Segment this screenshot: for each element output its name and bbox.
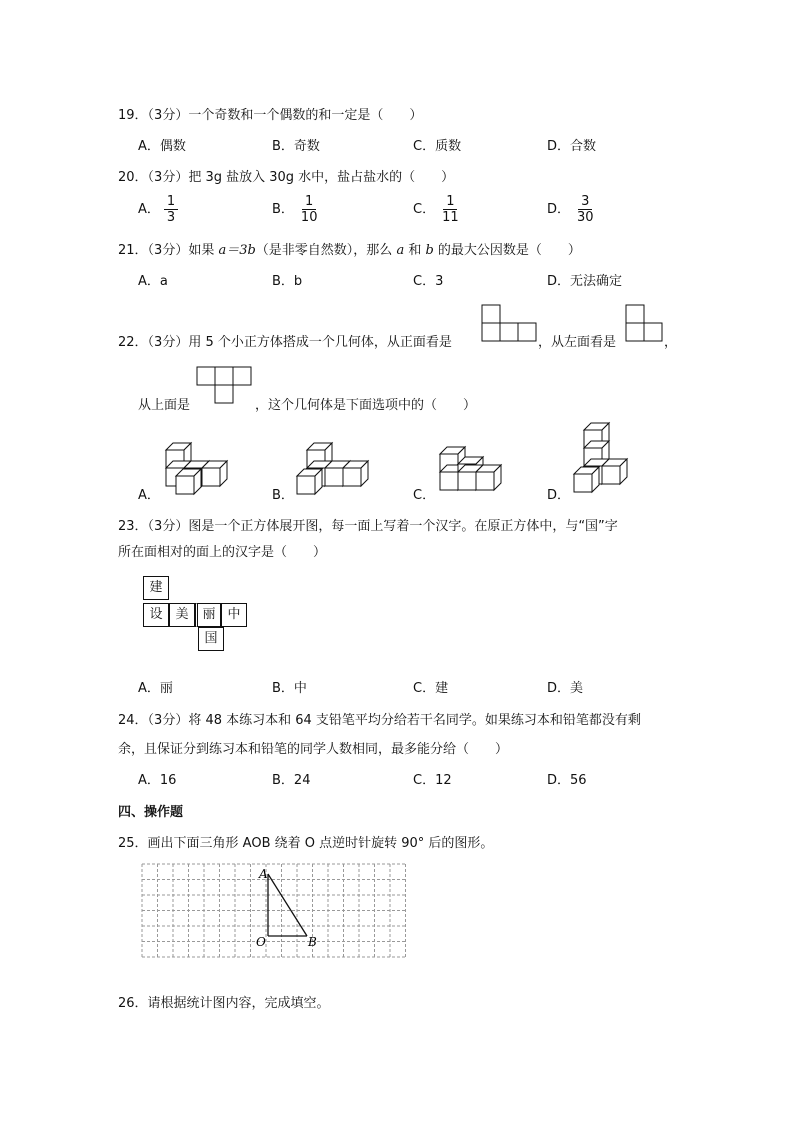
- q22-stem-part3: ，: [664, 335, 678, 350]
- q23-option-a[interactable]: A．丽: [138, 681, 173, 696]
- q22-option-d-figure: [570, 420, 640, 496]
- q20-option-c-letter: C．: [413, 202, 436, 217]
- q25-stem: 25．画出下面三角形 AOB 绕着 O 点逆时针旋转 90° 后的图形。: [118, 836, 494, 851]
- q20-option-b[interactable]: [272, 194, 320, 225]
- q26-stem: 26．请根据统计图内容，完成填空。: [118, 996, 330, 1011]
- q19-option-a[interactable]: A．偶数: [138, 139, 186, 154]
- unit-cube: [176, 469, 201, 494]
- q21-option-a[interactable]: A．a: [138, 274, 168, 289]
- q20-fraction-b: $\frac{1}{10}$: [300, 194, 318, 225]
- q20-fraction-a: $\frac{1}{3}$: [164, 194, 178, 225]
- unit-cube: [602, 459, 627, 484]
- net-face-jian: 建: [143, 576, 169, 600]
- q20-option-d-letter: D．: [547, 202, 571, 217]
- q20-option-a[interactable]: [138, 194, 178, 225]
- q22-option-a[interactable]: A．: [138, 488, 160, 503]
- q23-stem-line1: 23．（3分）图是一个正方体展开图，每一面上写着一个汉字。在原正方体中，与“国”字: [118, 519, 618, 534]
- q22-option-c-figure: [436, 444, 516, 496]
- q23-option-b[interactable]: B．中: [272, 681, 307, 696]
- q22-stem-part5: ，这个几何体是下面选项中的（ ）: [255, 398, 477, 413]
- q23-option-d[interactable]: D．美: [547, 681, 584, 696]
- q23-cube-net: [143, 576, 253, 656]
- q20-option-b-letter: B．: [272, 202, 294, 217]
- q24-stem-line1: 24．（3分）将 48 本练习本和 64 支铅笔平均分给若干名同学。如果练习本和铅笔都没有剩: [118, 713, 641, 728]
- net-face-she: 设: [143, 603, 169, 627]
- q22-stem-part2: ，从左面看是: [538, 335, 617, 350]
- q21-stem: 21．（3分）如果 a＝3b（是非零自然数），那么 a 和 b 的最大公因数是（ ）: [118, 243, 581, 258]
- q20-fraction-d: $\frac{3}{30}$: [577, 194, 594, 225]
- point-o-label: O: [256, 935, 266, 949]
- q22-top-view: [196, 366, 256, 406]
- net-face-guo: 国: [198, 627, 224, 651]
- unit-cube: [343, 461, 368, 486]
- q24-option-a[interactable]: A．16: [138, 773, 177, 788]
- unit-cube: [297, 469, 322, 494]
- q22-option-c[interactable]: C．: [413, 488, 436, 503]
- unit-cube: [574, 467, 599, 492]
- q22-left-view: [625, 304, 667, 344]
- q19-option-c[interactable]: C．质数: [413, 139, 462, 154]
- q25-grid: [140, 862, 420, 974]
- q22-stem-part4: 从上面是: [138, 398, 191, 413]
- q20-option-c[interactable]: [413, 194, 462, 225]
- q24-option-d[interactable]: D．56: [547, 773, 587, 788]
- net-face-li: 丽: [195, 603, 221, 627]
- net-face-mei: 美: [169, 603, 195, 627]
- q24-option-c[interactable]: C．12: [413, 773, 452, 788]
- point-a-label: A: [259, 867, 268, 881]
- q21-option-c[interactable]: C．3: [413, 274, 444, 289]
- q19-option-d[interactable]: D．合数: [547, 139, 597, 154]
- q24-stem-line2: 余，且保证分到练习本和铅笔的同学人数相同，最多能分给（ ）: [118, 742, 509, 757]
- q22-front-view: [481, 304, 541, 344]
- unit-cube: [202, 461, 227, 486]
- section-heading: 四、操作题: [118, 805, 184, 820]
- q20-option-d[interactable]: [547, 194, 597, 225]
- q22-option-b[interactable]: B．: [272, 488, 294, 503]
- q19-stem: 19．（3分）一个奇数和一个偶数的和一定是（ ）: [118, 108, 423, 123]
- q20-fraction-c: $\frac{1}{11}$: [442, 194, 459, 225]
- q22-option-b-figure: [295, 434, 375, 496]
- point-b-label: B: [308, 935, 317, 949]
- q21-option-d[interactable]: D．无法确定: [547, 274, 623, 289]
- q22-stem-part1: 22．（3分）用 5 个小正方体搭成一个几何体，从正面看是: [118, 335, 452, 350]
- q20-option-a-letter: A．: [138, 202, 160, 217]
- q24-option-b[interactable]: B．24: [272, 773, 311, 788]
- q22-option-d[interactable]: D．: [547, 488, 571, 503]
- q23-stem-line2: 所在面相对的面上的汉字是（ ）: [118, 545, 327, 560]
- net-face-zhong: 中: [221, 603, 247, 627]
- q23-option-c[interactable]: C．建: [413, 681, 449, 696]
- q21-option-b[interactable]: B．b: [272, 274, 303, 289]
- unit-cube: [476, 465, 501, 490]
- q20-stem: 20．（3分）把 3g 盐放入 30g 水中，盐占盐水的（ ）: [118, 170, 455, 185]
- q22-option-a-figure: [160, 434, 240, 496]
- q19-option-b[interactable]: B．奇数: [272, 139, 320, 154]
